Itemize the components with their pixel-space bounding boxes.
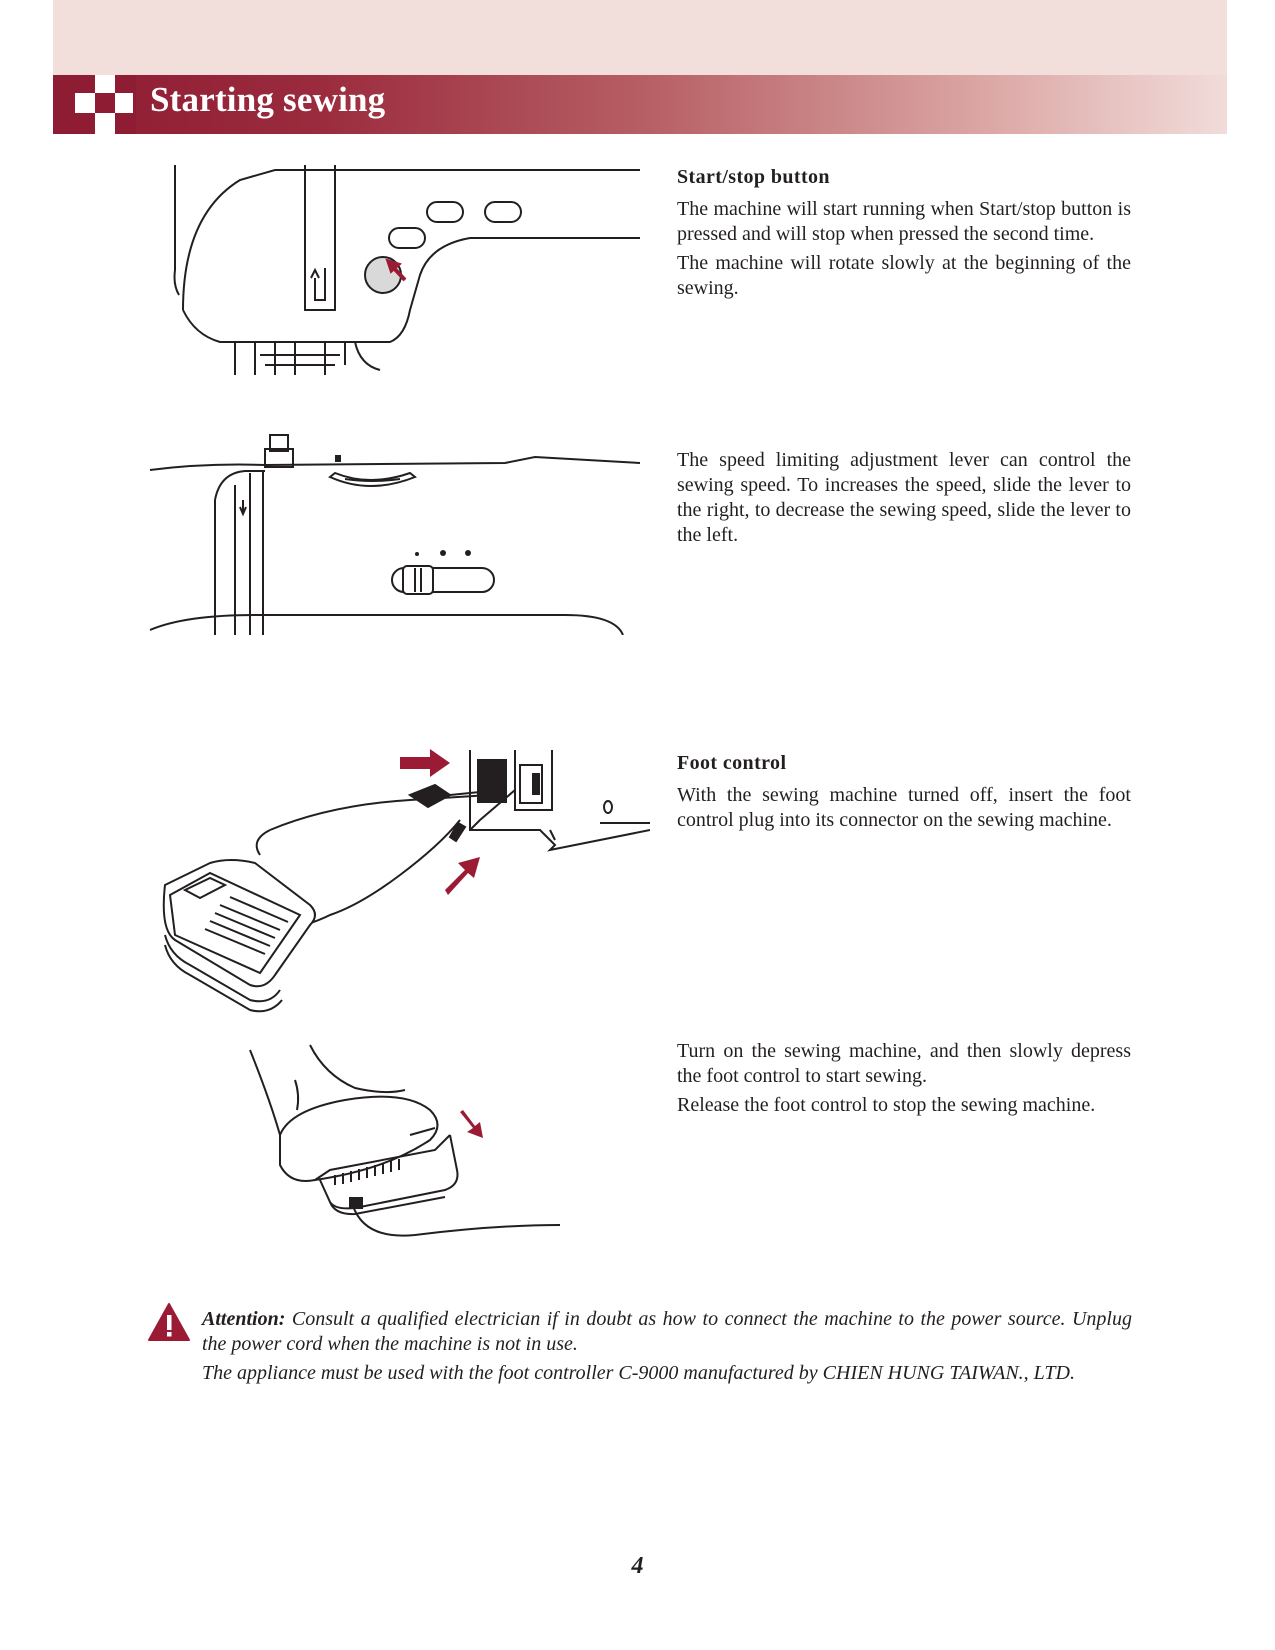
attention-note xyxy=(202,1307,1132,1390)
start-stop-section xyxy=(677,165,1131,305)
foot-control-paragraph: With the sewing machine turned off, insert the foot control plug into its connector on the sewing machine. xyxy=(677,784,1131,831)
foot-control-heading: Foot control xyxy=(677,752,787,774)
attention-foot-controller-note: The appliance must be used with the foot controller C-9000 manufactured by CHIEN HUNG TAIWAN., LTD. xyxy=(202,1362,1075,1384)
foot-use-section xyxy=(677,1039,1131,1122)
start-stop-figure xyxy=(165,160,645,380)
warning-triangle-icon xyxy=(147,1302,191,1342)
speed-lever-figure xyxy=(145,425,645,635)
foot-control-section xyxy=(677,751,1131,837)
page-title: Starting sewing xyxy=(150,80,386,119)
start-stop-heading: Start/stop button xyxy=(677,166,830,188)
attention-paragraph xyxy=(202,1307,1132,1357)
speed-section xyxy=(677,448,1131,552)
foot-pressing-pedal-figure xyxy=(235,1040,565,1250)
attention-label: Attention: xyxy=(202,1308,286,1330)
start-stop-paragraph-2: The machine will rotate slowly at the beginning of the sewing. xyxy=(677,252,1131,299)
foot-use-paragraph-2: Release the foot control to stop the sewing machine. xyxy=(677,1094,1096,1116)
page-number: 4 xyxy=(631,1553,644,1579)
start-stop-paragraph-1: The machine will start running when Start/stop button is pressed and will stop when pressed the second time. xyxy=(677,198,1131,245)
attention-text: Consult a qualified electrician if in doubt as how to connect the machine to the power source. Unplug the power cord when the machine is not in use. xyxy=(202,1308,1132,1355)
foot-use-paragraph-1: Turn on the sewing machine, and then slowly depress the foot control to start sewing. xyxy=(677,1040,1131,1087)
title-logo-icon xyxy=(53,75,136,134)
speed-paragraph: The speed limiting adjustment lever can control the sewing speed. To increases the speed, slide the lever to the right, to decrease the sewing speed, slide the lever to the left. xyxy=(677,449,1131,546)
foot-control-connection-figure xyxy=(160,745,650,1025)
